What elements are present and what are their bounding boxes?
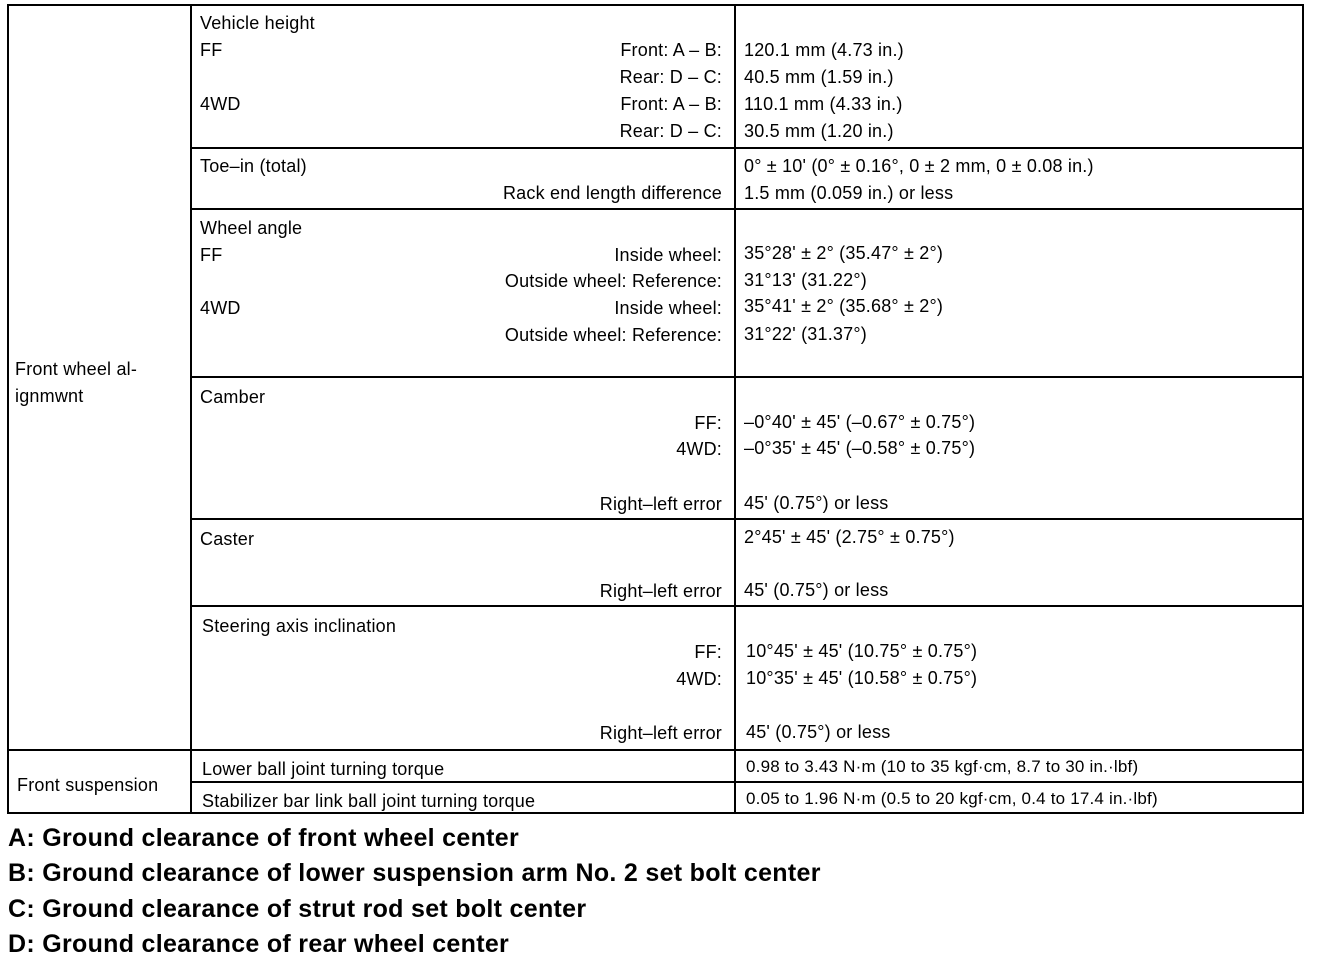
caster-error-label: Right–left error bbox=[599, 581, 722, 601]
wheel-angle-4wd-inside-value: 35°41' ± 2° (35.68° ± 2°) bbox=[744, 296, 944, 316]
row-divider bbox=[190, 147, 1304, 149]
wheel-angle-4wd-outside-value: 31°22' (31.37°) bbox=[744, 324, 867, 344]
wheel-angle-ff-outside-value: 31°13' (31.22°) bbox=[744, 270, 867, 290]
steering-axis-error-value: 45' (0.75°) or less bbox=[746, 722, 891, 742]
row-divider bbox=[190, 605, 1304, 607]
camber-error-value: 45' (0.75°) or less bbox=[744, 493, 889, 513]
vehicle-height-ff: FF bbox=[200, 40, 223, 60]
camber-error-label: Right–left error bbox=[599, 494, 722, 514]
steering-axis-4wd-label: 4WD: bbox=[676, 669, 722, 689]
camber-4wd-value: –0°35' ± 45' (–0.58° ± 0.75°) bbox=[744, 438, 976, 458]
wheel-angle-title: Wheel angle bbox=[200, 218, 303, 238]
table-border-top bbox=[7, 4, 1304, 6]
toe-in-value: 0° ± 10' (0° ± 0.16°, 0 ± 2 mm, 0 ± 0.08 in.) bbox=[744, 156, 1094, 176]
vehicle-height-4wd-front-value: 110.1 mm (4.33 in.) bbox=[744, 94, 903, 114]
vehicle-height-ff-rear-label: Rear: D – C: bbox=[619, 67, 722, 87]
vehicle-height-4wd-front-label: Front: A – B: bbox=[620, 94, 722, 114]
vehicle-height-4wd-rear-value: 30.5 mm (1.20 in.) bbox=[744, 121, 894, 141]
footnote-a: A: Ground clearance of front wheel center bbox=[8, 824, 520, 852]
steering-axis-ff-value: 10°45' ± 45' (10.75° ± 0.75°) bbox=[746, 641, 978, 661]
vehicle-height-ff-front-value: 120.1 mm (4.73 in.) bbox=[744, 40, 904, 60]
lower-ball-joint-value: 0.98 to 3.43 N·m (10 to 35 kgf·cm, 8.7 to 30 in.·lbf) bbox=[746, 757, 1139, 776]
camber-4wd-label: 4WD: bbox=[676, 439, 722, 459]
footnote-d: D: Ground clearance of rear wheel center bbox=[8, 930, 510, 958]
caster-value: 2°45' ± 45' (2.75° ± 0.75°) bbox=[744, 527, 955, 547]
vehicle-height-ff-rear-value: 40.5 mm (1.59 in.) bbox=[744, 67, 894, 87]
wheel-angle-ff: FF bbox=[200, 245, 223, 265]
vehicle-height-title: Vehicle height bbox=[200, 13, 315, 33]
table-border-left bbox=[7, 4, 9, 814]
camber-ff-label: FF: bbox=[694, 413, 722, 433]
row-divider-group bbox=[7, 749, 1304, 751]
wheel-angle-ff-inside-value: 35°28' ± 2° (35.47° ± 2°) bbox=[744, 243, 944, 263]
footnote-c: C: Ground clearance of strut rod set bolt center bbox=[8, 895, 587, 923]
footnote-b: B: Ground clearance of lower suspension arm No. 2 set bolt center bbox=[8, 859, 821, 887]
vehicle-height-4wd: 4WD bbox=[200, 94, 241, 114]
lower-ball-joint-label: Lower ball joint turning torque bbox=[202, 759, 445, 779]
toe-in-title: Toe–in (total) bbox=[200, 156, 307, 176]
rack-end-value: 1.5 mm (0.059 in.) or less bbox=[744, 183, 954, 203]
steering-axis-error-label: Right–left error bbox=[599, 723, 722, 743]
caster-title: Caster bbox=[200, 529, 255, 549]
steering-axis-4wd-value: 10°35' ± 45' (10.58° ± 0.75°) bbox=[746, 668, 978, 688]
vehicle-height-ff-front-label: Front: A – B: bbox=[620, 40, 722, 60]
group-label-alignment-line2: ignmwnt bbox=[15, 386, 84, 406]
steering-axis-title: Steering axis inclination bbox=[202, 616, 397, 636]
camber-title: Camber bbox=[200, 387, 266, 407]
wheel-angle-4wd-inside-label: Inside wheel: bbox=[614, 298, 722, 318]
vehicle-height-4wd-rear-label: Rear: D – C: bbox=[619, 121, 722, 141]
row-divider bbox=[190, 376, 1304, 378]
steering-axis-ff-label: FF: bbox=[694, 642, 722, 662]
row-divider bbox=[190, 208, 1304, 210]
wheel-angle-4wd: 4WD bbox=[200, 298, 241, 318]
camber-ff-value: –0°40' ± 45' (–0.67° ± 0.75°) bbox=[744, 412, 976, 432]
row-divider bbox=[190, 518, 1304, 520]
group-label-alignment-line1: Front wheel al- bbox=[15, 359, 138, 379]
caster-error-value: 45' (0.75°) or less bbox=[744, 580, 889, 600]
column-divider-2 bbox=[734, 4, 736, 814]
table-border-bottom bbox=[7, 812, 1304, 814]
group-label-suspension: Front suspension bbox=[17, 775, 159, 795]
column-divider-1 bbox=[190, 4, 192, 814]
rack-end-label: Rack end length difference bbox=[502, 183, 722, 203]
stabilizer-link-value: 0.05 to 1.96 N·m (0.5 to 20 kgf·cm, 0.4 to 17.4 in.·lbf) bbox=[746, 789, 1158, 808]
wheel-angle-ff-outside-label: Outside wheel: Reference: bbox=[504, 271, 722, 291]
table-border-right bbox=[1302, 4, 1304, 814]
wheel-angle-ff-inside-label: Inside wheel: bbox=[614, 245, 722, 265]
wheel-angle-4wd-outside-label: Outside wheel: Reference: bbox=[504, 325, 722, 345]
stabilizer-link-label: Stabilizer bar link ball joint turning torque bbox=[202, 791, 536, 811]
row-divider bbox=[190, 781, 1304, 783]
